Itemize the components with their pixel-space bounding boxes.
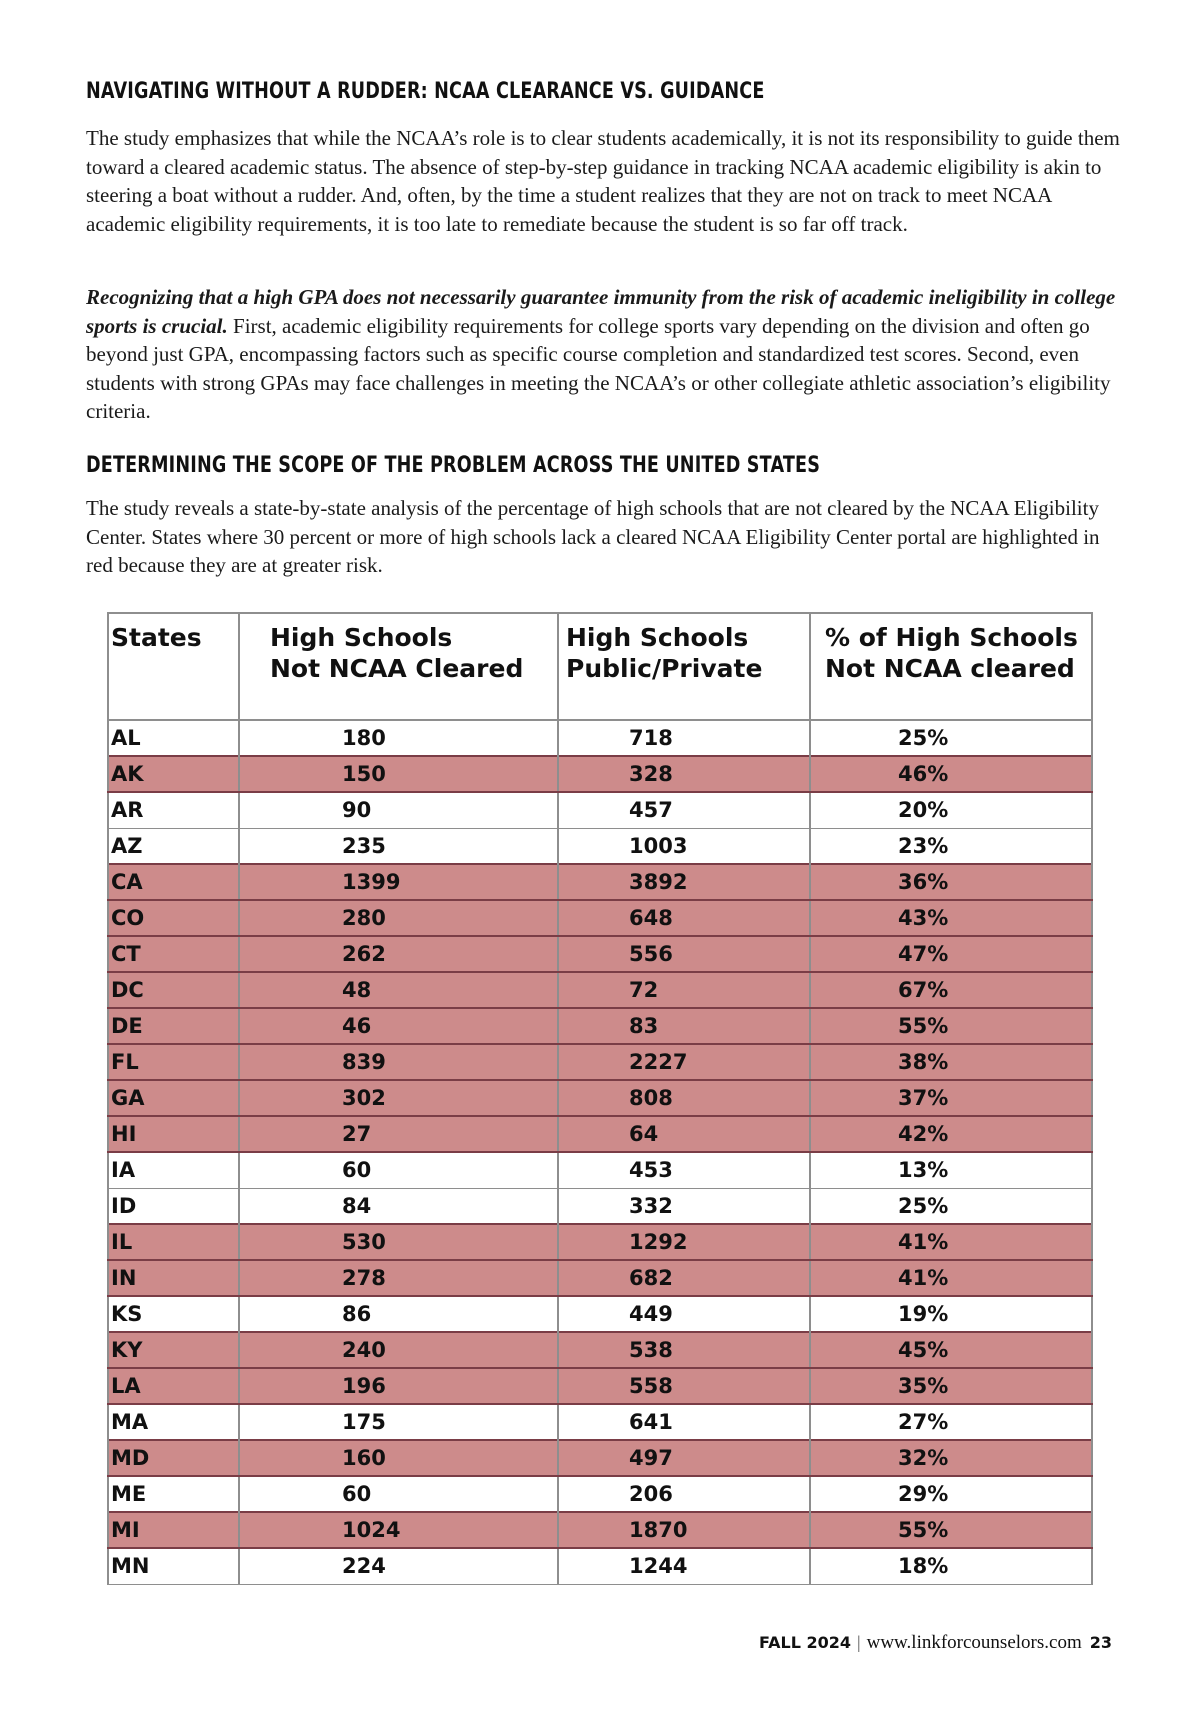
cell-not-cleared: 150 bbox=[239, 756, 558, 792]
cell-total: 64 bbox=[558, 1116, 810, 1152]
cell-percent: 25% bbox=[810, 1188, 1092, 1224]
cell-percent: 38% bbox=[810, 1044, 1092, 1080]
cell-not-cleared: 224 bbox=[239, 1548, 558, 1584]
cell-percent: 25% bbox=[810, 720, 1092, 756]
table-row bbox=[108, 1332, 1092, 1368]
footer-separator: | bbox=[857, 1632, 861, 1652]
cell-percent: 20% bbox=[810, 792, 1092, 828]
table-body bbox=[108, 720, 1092, 1584]
cell-state: AL bbox=[108, 720, 239, 756]
cell-percent: 55% bbox=[810, 1512, 1092, 1548]
cell-not-cleared: 1024 bbox=[239, 1512, 558, 1548]
cell-state: GA bbox=[108, 1080, 239, 1116]
cell-state: ID bbox=[108, 1188, 239, 1224]
cell-percent: 29% bbox=[810, 1476, 1092, 1512]
cell-total: 332 bbox=[558, 1188, 810, 1224]
cell-not-cleared: 196 bbox=[239, 1368, 558, 1404]
cell-state: MA bbox=[108, 1404, 239, 1440]
table-row bbox=[108, 756, 1092, 792]
cell-total: 556 bbox=[558, 936, 810, 972]
table-row bbox=[108, 1044, 1092, 1080]
table-row bbox=[108, 828, 1092, 864]
section-heading-clearance-vs-guidance: NAVIGATING WITHOUT A RUDDER: NCAA CLEARANCE VS. GUIDANCE bbox=[86, 79, 765, 104]
cell-not-cleared: 60 bbox=[239, 1476, 558, 1512]
header-not-cleared bbox=[239, 613, 558, 720]
table-row bbox=[108, 1548, 1092, 1584]
cell-percent: 67% bbox=[810, 972, 1092, 1008]
cell-total: 648 bbox=[558, 900, 810, 936]
table-row bbox=[108, 1512, 1092, 1548]
cell-state: KY bbox=[108, 1332, 239, 1368]
header-not-cleared-line1: High Schools bbox=[270, 623, 453, 652]
cell-percent: 35% bbox=[810, 1368, 1092, 1404]
table-row bbox=[108, 1188, 1092, 1224]
cell-percent: 37% bbox=[810, 1080, 1092, 1116]
paragraph-gpa-risk-body: First, academic eligibility requirements for college sports vary depending on the division and often go beyond just GPA, encompassing factors such as specific course completion and standardized test scores. Second, even students with strong GPAs may face challenges in meeting the NCAA’s or other collegiate athletic association’s eligibility criteria. bbox=[86, 313, 1111, 423]
table-row bbox=[108, 1476, 1092, 1512]
cell-percent: 41% bbox=[810, 1260, 1092, 1296]
table-row bbox=[108, 864, 1092, 900]
cell-not-cleared: 86 bbox=[239, 1296, 558, 1332]
cell-not-cleared: 160 bbox=[239, 1440, 558, 1476]
cell-percent: 18% bbox=[810, 1548, 1092, 1584]
header-not-cleared-line2: Not NCAA Cleared bbox=[270, 654, 524, 683]
cell-state: CT bbox=[108, 936, 239, 972]
cell-state: FL bbox=[108, 1044, 239, 1080]
cell-total: 497 bbox=[558, 1440, 810, 1476]
cell-total: 1870 bbox=[558, 1512, 810, 1548]
cell-state: HI bbox=[108, 1116, 239, 1152]
cell-total: 1003 bbox=[558, 828, 810, 864]
cell-state: IN bbox=[108, 1260, 239, 1296]
footer-page-number: 23 bbox=[1089, 1633, 1112, 1652]
cell-percent: 43% bbox=[810, 900, 1092, 936]
cell-state: IA bbox=[108, 1152, 239, 1188]
cell-total: 1244 bbox=[558, 1548, 810, 1584]
cell-total: 83 bbox=[558, 1008, 810, 1044]
cell-state: AZ bbox=[108, 828, 239, 864]
cell-total: 808 bbox=[558, 1080, 810, 1116]
cell-total: 641 bbox=[558, 1404, 810, 1440]
cell-state: LA bbox=[108, 1368, 239, 1404]
table-row bbox=[108, 1008, 1092, 1044]
cell-total: 718 bbox=[558, 720, 810, 756]
cell-total: 449 bbox=[558, 1296, 810, 1332]
cell-state: KS bbox=[108, 1296, 239, 1332]
page-footer bbox=[759, 1632, 1112, 1654]
cell-state: CA bbox=[108, 864, 239, 900]
table-row bbox=[108, 1404, 1092, 1440]
cell-not-cleared: 60 bbox=[239, 1152, 558, 1188]
header-states bbox=[108, 613, 239, 720]
table-row bbox=[108, 1440, 1092, 1476]
cell-state: MD bbox=[108, 1440, 239, 1476]
table-row bbox=[108, 720, 1092, 756]
cell-not-cleared: 278 bbox=[239, 1260, 558, 1296]
table-row bbox=[108, 1296, 1092, 1332]
cell-not-cleared: 175 bbox=[239, 1404, 558, 1440]
table-row bbox=[108, 1224, 1092, 1260]
cell-total: 538 bbox=[558, 1332, 810, 1368]
cell-not-cleared: 1399 bbox=[239, 864, 558, 900]
cell-not-cleared: 302 bbox=[239, 1080, 558, 1116]
cell-state: DE bbox=[108, 1008, 239, 1044]
header-states-label: States bbox=[111, 623, 202, 652]
table-header-row bbox=[108, 613, 1092, 720]
header-total-schools bbox=[558, 613, 810, 720]
header-total-schools-line1: High Schools bbox=[566, 623, 749, 652]
cell-not-cleared: 48 bbox=[239, 972, 558, 1008]
cell-percent: 36% bbox=[810, 864, 1092, 900]
cell-total: 328 bbox=[558, 756, 810, 792]
ncaa-clearance-table bbox=[107, 612, 1093, 1585]
cell-state: AK bbox=[108, 756, 239, 792]
table-row bbox=[108, 1260, 1092, 1296]
table-row bbox=[108, 792, 1092, 828]
cell-state: ME bbox=[108, 1476, 239, 1512]
header-total-schools-line2: Public/Private bbox=[566, 654, 763, 683]
cell-percent: 23% bbox=[810, 828, 1092, 864]
cell-state: MN bbox=[108, 1548, 239, 1584]
cell-not-cleared: 530 bbox=[239, 1224, 558, 1260]
header-percent-line2: Not NCAA cleared bbox=[825, 654, 1075, 683]
cell-percent: 47% bbox=[810, 936, 1092, 972]
cell-percent: 41% bbox=[810, 1224, 1092, 1260]
footer-issue: FALL 2024 bbox=[759, 1633, 851, 1652]
cell-state: MI bbox=[108, 1512, 239, 1548]
paragraph-ncaa-role: The study emphasizes that while the NCAA’s role is to clear students academically, it is not its responsibility to guide them toward a cleared academic status. The absence of step-by-step guidance in tracking NCAA academic eligibility is akin to steering a boat without a rudder. And, often, by the time a student realizes that they are not on track to meet NCAA academic eligibility requirements, it is too late to remediate because the student is so far off track. bbox=[86, 126, 1120, 236]
cell-state: IL bbox=[108, 1224, 239, 1260]
cell-not-cleared: 180 bbox=[239, 720, 558, 756]
cell-percent: 45% bbox=[810, 1332, 1092, 1368]
section-heading-scope-of-problem: DETERMINING THE SCOPE OF THE PROBLEM ACROSS THE UNITED STATES bbox=[86, 453, 821, 478]
cell-total: 2227 bbox=[558, 1044, 810, 1080]
paragraph-gpa-risk bbox=[86, 283, 1126, 426]
cell-not-cleared: 280 bbox=[239, 900, 558, 936]
paragraph-gpa-risk-lead: Recognizing that a high GPA does not necessarily guarantee immunity from the risk of academic ineligibility in college sports is crucial. bbox=[86, 285, 1116, 338]
cell-not-cleared: 235 bbox=[239, 828, 558, 864]
cell-percent: 19% bbox=[810, 1296, 1092, 1332]
paragraph-state-analysis: The study reveals a state-by-state analysis of the percentage of high schools that are not cleared by the NCAA Eligibility Center. States where 30 percent or more of high schools lack a cleared NCAA Eligibility Center portal are highlighted in red because they are at greater risk. bbox=[86, 496, 1100, 577]
cell-percent: 13% bbox=[810, 1152, 1092, 1188]
table-row bbox=[108, 900, 1092, 936]
cell-total: 453 bbox=[558, 1152, 810, 1188]
cell-total: 1292 bbox=[558, 1224, 810, 1260]
header-percent-line1: % of High Schools bbox=[825, 623, 1078, 652]
table-row bbox=[108, 972, 1092, 1008]
cell-state: AR bbox=[108, 792, 239, 828]
cell-total: 558 bbox=[558, 1368, 810, 1404]
cell-total: 3892 bbox=[558, 864, 810, 900]
cell-not-cleared: 262 bbox=[239, 936, 558, 972]
cell-not-cleared: 839 bbox=[239, 1044, 558, 1080]
cell-percent: 55% bbox=[810, 1008, 1092, 1044]
table-row bbox=[108, 936, 1092, 972]
cell-total: 72 bbox=[558, 972, 810, 1008]
cell-not-cleared: 90 bbox=[239, 792, 558, 828]
table-row bbox=[108, 1152, 1092, 1188]
cell-total: 682 bbox=[558, 1260, 810, 1296]
cell-percent: 46% bbox=[810, 756, 1092, 792]
header-percent-not-cleared bbox=[810, 613, 1092, 720]
cell-state: CO bbox=[108, 900, 239, 936]
cell-total: 457 bbox=[558, 792, 810, 828]
cell-not-cleared: 240 bbox=[239, 1332, 558, 1368]
cell-not-cleared: 27 bbox=[239, 1116, 558, 1152]
cell-not-cleared: 84 bbox=[239, 1188, 558, 1224]
cell-percent: 27% bbox=[810, 1404, 1092, 1440]
ncaa-clearance-table-container bbox=[107, 612, 1091, 1585]
cell-not-cleared: 46 bbox=[239, 1008, 558, 1044]
table-row bbox=[108, 1080, 1092, 1116]
cell-state: DC bbox=[108, 972, 239, 1008]
table-row bbox=[108, 1368, 1092, 1404]
table-row bbox=[108, 1116, 1092, 1152]
cell-percent: 42% bbox=[810, 1116, 1092, 1152]
cell-percent: 32% bbox=[810, 1440, 1092, 1476]
footer-website-link[interactable]: www.linkforcounselors.com bbox=[866, 1632, 1082, 1653]
cell-total: 206 bbox=[558, 1476, 810, 1512]
